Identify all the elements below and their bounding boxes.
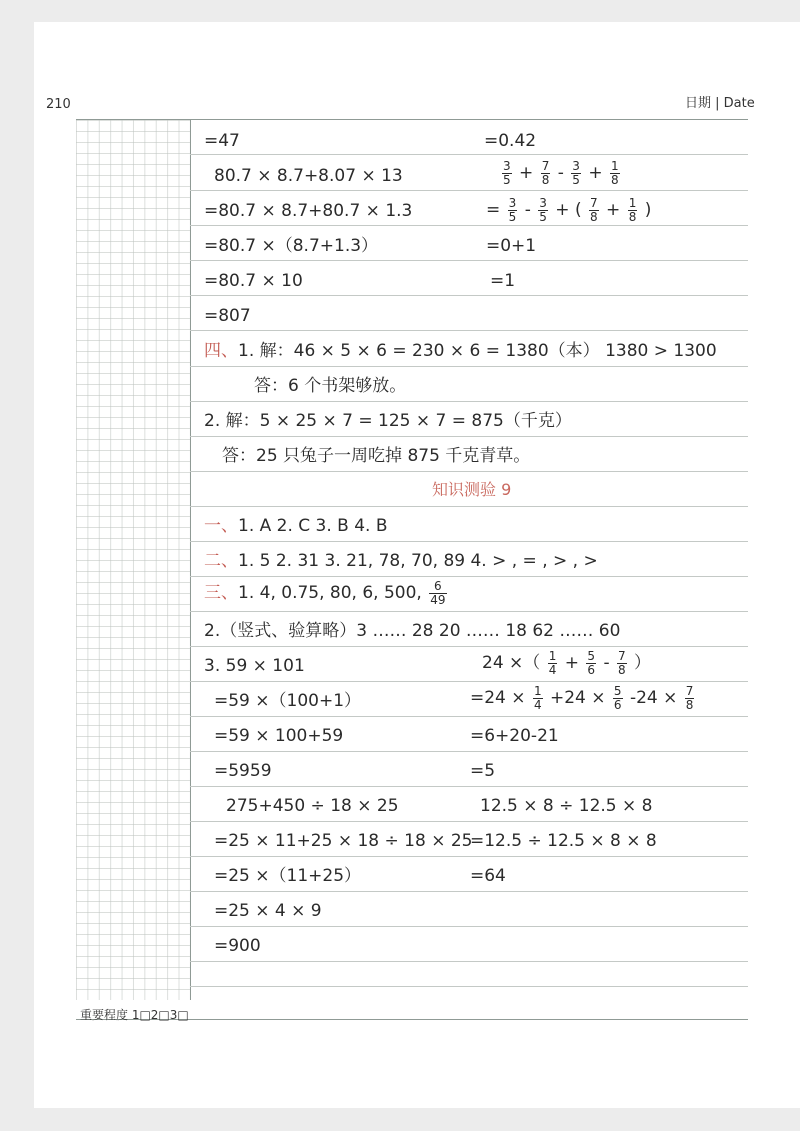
importance-label: 重要程度 1□2□3□ xyxy=(80,1008,189,1022)
date-label: 日期 | Date xyxy=(685,96,755,111)
line-5-left: =80.7 × 10 xyxy=(204,271,303,291)
line-21-left: =25 ×（11+25） xyxy=(214,866,362,886)
line-19-left: 275+450 ÷ 18 × 25 xyxy=(226,796,399,816)
line-8-answer: 答：6 个书架够放。 xyxy=(254,376,407,396)
line-11: 一、1. A 2. C 3. B 4. B xyxy=(204,516,388,536)
line-23-left: =900 xyxy=(214,936,261,956)
line-19-right: 12.5 × 8 ÷ 12.5 × 8 xyxy=(480,796,653,816)
line-18-right: =5 xyxy=(470,761,496,781)
line-16-right: =24 × $\frac{1}{4}$ +24 × $\frac{5}{6}$ -24 × $\frac{7}{8}$ xyxy=(470,684,694,712)
section-two-marker: 二、 xyxy=(204,551,238,571)
line-20-left: =25 × 11+25 × 18 ÷ 18 × 25 xyxy=(214,831,473,851)
line-12: 二、1. 5 2. 31 3. 21, 78, 70, 89 4. > , = , > , > xyxy=(204,551,598,571)
line-1-left: =47 xyxy=(204,131,240,151)
line-20-right: =12.5 ÷ 12.5 × 8 × 8 xyxy=(470,831,657,851)
line-1-right: =0.42 xyxy=(484,131,537,151)
line-9: 2. 解：5 × 25 × 7 = 125 × 7 = 875（千克） xyxy=(204,411,572,431)
line-21-right: =64 xyxy=(470,866,506,886)
line-18-left: =5959 xyxy=(214,761,272,781)
line-5-right: =1 xyxy=(490,271,516,291)
line-22-left: =25 × 4 × 9 xyxy=(214,901,322,921)
line-2-right: $\frac{3}{5}$ + $\frac{7}{8}$ - $\frac{3}{5}$ + $\frac{1}{8}$ xyxy=(503,159,619,187)
section-title-test-9: 知识测验 9 xyxy=(432,480,512,499)
line-13: 三、1. 4, 0.75, 80, 6, 500, $\frac{6}{49}$ xyxy=(204,579,446,607)
section-four-marker: 四、 xyxy=(204,341,238,361)
line-6-left: =807 xyxy=(204,306,251,326)
page-number: 210 xyxy=(46,97,71,112)
line-15-left: 3. 59 × 101 xyxy=(204,656,305,676)
line-10-answer: 答：25 只兔子一周吃掉 875 千克青草。 xyxy=(222,446,531,466)
line-3-right: = $\frac{3}{5}$ - $\frac{3}{5}$ + ( $\frac{7}{8}$ + $\frac{1}{8}$ ) xyxy=(486,196,652,224)
line-17-left: =59 × 100+59 xyxy=(214,726,344,746)
line-3-left: =80.7 × 8.7+80.7 × 1.3 xyxy=(204,201,413,221)
line-4-left: =80.7 ×（8.7+1.3） xyxy=(204,236,379,256)
line-7: 四、1. 解：46 × 5 × 6 = 230 × 6 = 1380（本） 1380 > 1300 xyxy=(204,341,717,361)
section-one-marker: 一、 xyxy=(204,516,238,536)
line-16-left: =59 ×（100+1） xyxy=(214,691,362,711)
line-15-right: 24 ×（ $\frac{1}{4}$ + $\frac{5}{6}$ - $\frac{7}{8}$ ） xyxy=(482,649,652,677)
line-4-right: =0+1 xyxy=(486,236,537,256)
line-17-right: =6+20-21 xyxy=(470,726,559,746)
section-three-marker: 三、 xyxy=(204,583,238,604)
line-14: 2.（竖式、验算略）3 …… 28 20 …… 18 62 …… 60 xyxy=(204,621,621,641)
margin-grid xyxy=(76,120,191,1000)
line-2-left: 80.7 × 8.7+8.07 × 13 xyxy=(214,166,403,186)
